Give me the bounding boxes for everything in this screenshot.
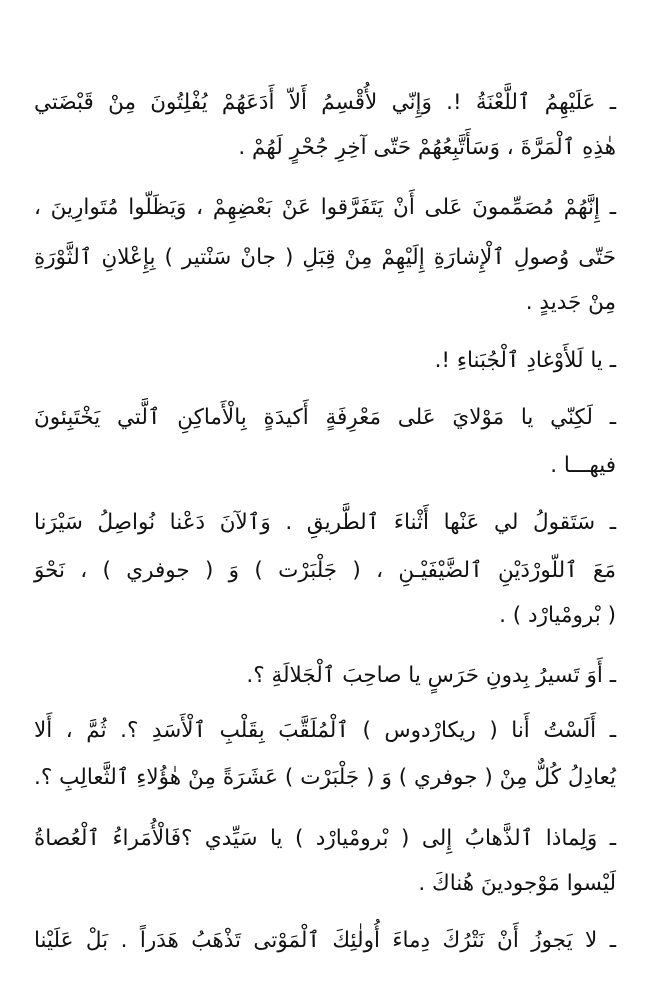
text-line-1: ـ عَلَيْهِمُ ٱللَّعْنَةُ !. وَإِنّي لأُقْسِمُ أَلاّ أَدَعَهُمْ يُفْلِتُونَ مِنْ قَبْضَتي: [34, 90, 616, 115]
text-line-16: لَيْسوا مَوْجودينَ هُناكَ .: [418, 871, 616, 896]
text-line-7: ـ لَكِنّي يا مَوْلايَ عَلى مَعْرِفَةٍ أَكيدَةٍ بِالْأَماكِنِ ٱلَّتي يَخْتَبِئونَ: [34, 405, 616, 430]
text-line-3: ـ إِنَّهُمْ مُصَمِّمونَ عَلى أَنْ يَتَفَرَّقوا عَنْ بَعْضِهِمْ ، وَيَظَلّوا مُتَوارِينَ ،: [34, 195, 616, 220]
text-line-14: يُعادِلُ كُلٌّ مِنْ ( جوفري ) وَ ( جَلْبَرْت ) عَشَرَةً مِنْ هٰؤُلاءِ ٱلثَّعالِبِ ؟.: [34, 765, 616, 790]
text-line-12: ـ أَوَ تَسيرُ بِدونِ حَرَسٍ يا صاحِبَ ٱلْجَلالَةِ ؟.: [246, 663, 616, 688]
text-line-11: ( بْرومْيارْد ) .: [499, 603, 616, 628]
text-line-2: هٰذِهِ ٱلْمَرَّةَ ، وَسَأَتَّبِعُهُمْ حَتّى آخِرِ جُحْرٍ لَهُمْ .: [238, 135, 616, 160]
text-line-10: مَعَ ٱللّورْدَيْنِ ٱلضَّيْفَيْـنِ ، ( جَلْبَرْت ) وَ ( جوفري ) ، نَحْوَ: [34, 558, 616, 583]
text-line-17: ـ لا يَجوزُ أَنْ نَتْرُكَ دِماءَ أُولٰئِكَ ٱلْمَوْتى تَذْهَبُ هَدَراً . بَلْ عَلَيْنا: [34, 928, 616, 953]
text-line-8: فيهـــا .: [550, 453, 616, 478]
text-line-5: مِنْ جَديدٍ .: [525, 290, 616, 315]
text-line-15: ـ وَلِماذا ٱلذَّهابُ إِلى ( بْرومْيارْد ) يا سَيِّدي ؟فَالْأُمَراءُ ٱلْعُصاةُ: [34, 826, 616, 851]
text-line-6: ـ يا لَلأَوْغادِ ٱلْجُبَناءِ !.: [434, 348, 616, 373]
text-line-13: ـ أَلَسْتُ أَنا ( ريكارْدوس ) ٱلْمُلَقَّبَ بِقَلْبِ ٱلْأَسَدِ ؟. ثُمَّ ، أَلا: [34, 718, 616, 743]
text-line-4: حَتّى وُصولِ ٱلْإِشارَةِ إِلَيْهِمْ مِنْ قِبَلِ ( جانْ سَنْتير ) بِإِعْلانِ ٱلثَّوْرَةِ: [34, 245, 616, 270]
text-line-9: ـ سَتَقولُ لي عَنْها أَثْناءَ ٱلطَّريقِ . وَٱلآنَ دَعْنا نُواصِلُ سَيْرَنا: [34, 510, 616, 535]
